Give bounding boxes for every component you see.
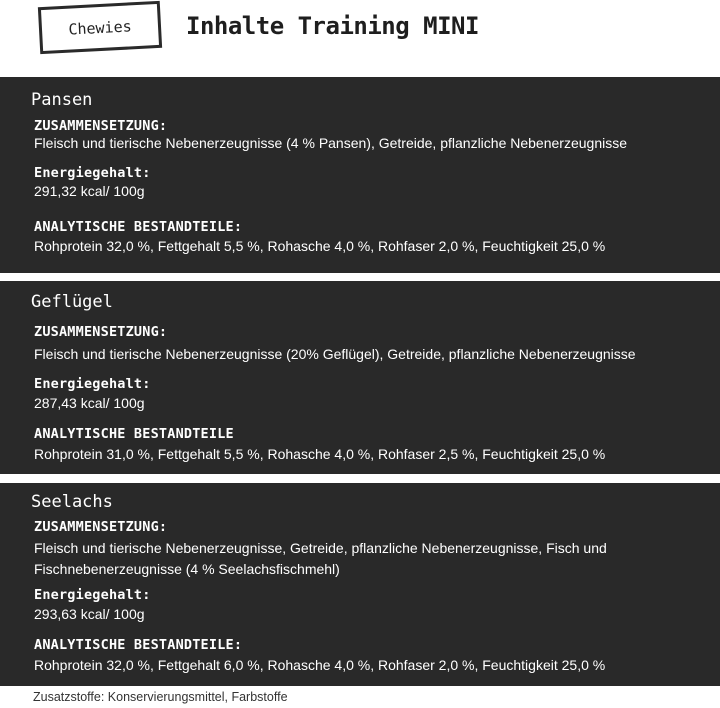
additives-note: Zusatzstoffe: Konservierungsmittel, Farbstoffe (33, 690, 288, 704)
energy-value: 291,32 kcal/ 100g (34, 183, 145, 199)
section-title: Pansen (31, 90, 93, 110)
energy-value: 293,63 kcal/ 100g (34, 606, 145, 622)
page-title: Inhalte Training MINI (186, 12, 479, 40)
header (0, 0, 720, 77)
composition-label: ZUSAMMENSETZUNG: (34, 519, 168, 535)
analytic-label: ANALYTISCHE BESTANDTEILE: (34, 219, 243, 235)
energy-label: Energiegehalt: (34, 165, 151, 181)
energy-value: 287,43 kcal/ 100g (34, 395, 145, 411)
energy-label: Energiegehalt: (34, 587, 151, 603)
brand-logo-text: Chewies (67, 16, 133, 39)
section-pansen (0, 77, 720, 273)
section-seelachs (0, 483, 720, 686)
composition-text: Fleisch und tierische Nebenerzeugnisse (4 % Pansen), Getreide, pflanzliche Nebenerzeugnisse (34, 135, 627, 151)
composition-label: ZUSAMMENSETZUNG: (34, 118, 168, 134)
analytic-label: ANALYTISCHE BESTANDTEILE: (34, 637, 243, 653)
analytic-text: Rohprotein 32,0 %, Fettgehalt 6,0 %, Rohasche 4,0 %, Rohfaser 2,0 %, Feuchtigkeit 25,0 % (34, 657, 606, 673)
analytic-text: Rohprotein 32,0 %, Fettgehalt 5,5 %, Rohasche 4,0 %, Rohfaser 2,0 %, Feuchtigkeit 25,0 % (34, 238, 606, 254)
section-title: Seelachs (31, 492, 113, 512)
analytic-label: ANALYTISCHE BESTANDTEILE (34, 426, 234, 442)
section-title: Geflügel (31, 292, 113, 312)
composition-label: ZUSAMMENSETZUNG: (34, 324, 168, 340)
energy-label: Energiegehalt: (34, 376, 151, 392)
brand-logo (38, 1, 162, 54)
section-gefluegel (0, 281, 720, 474)
composition-text: Fleisch und tierische Nebenerzeugnisse, Getreide, pflanzliche Nebenerzeugnisse, Fisch und Fischnebenerzeugnisse (4 % Seelachsfischmehl) (34, 540, 607, 577)
analytic-text: Rohprotein 31,0 %, Fettgehalt 5,5 %, Rohasche 4,0 %, Rohfaser 2,5 %, Feuchtigkeit 25,0 % (34, 446, 606, 462)
composition-text: Fleisch und tierische Nebenerzeugnisse (20% Geflügel), Getreide, pflanzliche Nebenerzeugnisse (34, 346, 636, 362)
